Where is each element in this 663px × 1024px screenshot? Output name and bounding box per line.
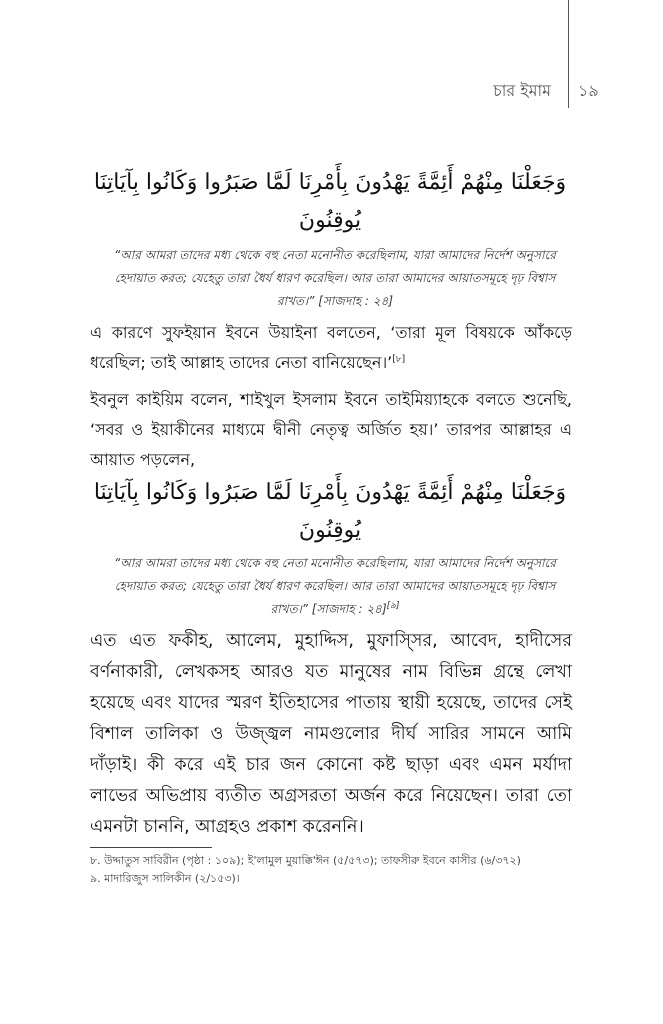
arabic-line: يُوقِنُونَ xyxy=(298,208,362,233)
verse-translation-2 xyxy=(95,552,575,621)
footnote-9: ৯. মাদারিজুস সালিকীন (২/১৫৩)। xyxy=(90,872,240,885)
translation-text: “আর আমরা তাদের মধ্য থেকে বহু নেতা মনোনীত করেছিলাম, যারা আমাদের নির্দেশ অনুসারে হেদায়াত করত; যেহেতু তারা ধৈর্য ধারণ করেছিল। আর তারা আমাদের আয়াতসমূহে দৃঢ় বিশ্বাস রাখত।” [সাজদাহ : ২৪] xyxy=(114,556,556,616)
quran-verse-2 xyxy=(80,474,580,550)
arabic-line: يُوقِنُونَ xyxy=(298,518,362,543)
paragraph-text: এ কারণে সুফইয়ান ইবনে উয়াইনা বলতেন, ‘তারা মূল বিষয়কে আঁকড়ে ধরেছিল; তাই আল্লাহ তাদের নেতা বানিয়েছেন।’ xyxy=(90,323,572,372)
paragraph-ibn-qayyim: ইবনুল কাইয়িম বলেন, শাইখুল ইসলাম ইবনে তাইমিয়্যাহকে বলতে শুনেছি, ‘সবর ও ইয়াকীনের মাধ্যমে দ্বীনী নেতৃত্ব অর্জিত হয়।’ তারপর আল্লাহর এ আয়াত পড়লেন, xyxy=(90,390,572,469)
verse-translation-1: “আর আমরা তাদের মধ্য থেকে বহু নেতা মনোনীত করেছিলাম, যারা আমাদের নির্দেশ অনুসারে হেদায়াত করত; যেহেতু তারা ধৈর্য ধারণ করেছিল। আর তারা আমাদের আয়াতসমূহে দৃঢ় বিশ্বাস রাখত।” [সাজদাহ : ২৪] xyxy=(114,248,556,308)
page-header xyxy=(0,78,663,104)
footnote-ref-8: [৮] xyxy=(392,354,406,365)
paragraph-four-imams: এত এত ফকীহ, আলেম, মুহাদ্দিস, মুফাস্সির, আবেদ, হাদীসের বর্ণনাকারী, লেখকসহ আরও যত মানুষের নাম বিভিন্ন গ্রন্থে লেখা হয়েছে এবং যাদের স্মরণ ইতিহাসের পাতায় স্থায়ী হয়েছে, তাদের সেই বিশাল তালিকা ও উজ্জ্বল নামগুলোর দীর্ঘ সারির সামনে আমি দাঁড়াই। কী করে এই চার জন কোনো কষ্ট ছাড়া এবং এমন মর্যাদা লাভের অভিপ্রায় ব্যতীত অগ্রসরতা অর্জন করে নিয়েছেন। তারা তো এমনটা চাননি, আগ্রহও প্রকাশ করেননি। xyxy=(90,631,572,837)
page-number: ১৯ xyxy=(578,81,599,100)
footnote-divider xyxy=(90,847,212,848)
quran-verse-1 xyxy=(80,164,580,240)
arabic-line: وَجَعَلْنَا مِنْهُمْ أَئِمَّةً يَهْدُونَ بِأَمْرِنَا لَمَّا صَبَرُوا وَكَانُوا بِآيَاتِنَا xyxy=(93,170,567,195)
paragraph-sufyan xyxy=(90,318,572,378)
arabic-line: وَجَعَلْنَا مِنْهُمْ أَئِمَّةً يَهْدُونَ بِأَمْرِنَا لَمَّا صَبَرُوا وَكَانُوا بِآيَاتِنَا xyxy=(93,480,567,505)
footnote-8: ৮. উদ্দাতুস সাবিরীন (পৃষ্ঠা : ১০৯); ই'লামুল মুয়াক্কি'ঈন (৫/৫৭৩); তাফসীরু ইবনে কাসীর (৬/৩৭২) xyxy=(90,854,521,867)
footnote-ref-9: [৯] xyxy=(386,601,400,611)
running-title: চার ইমাম xyxy=(493,81,551,100)
